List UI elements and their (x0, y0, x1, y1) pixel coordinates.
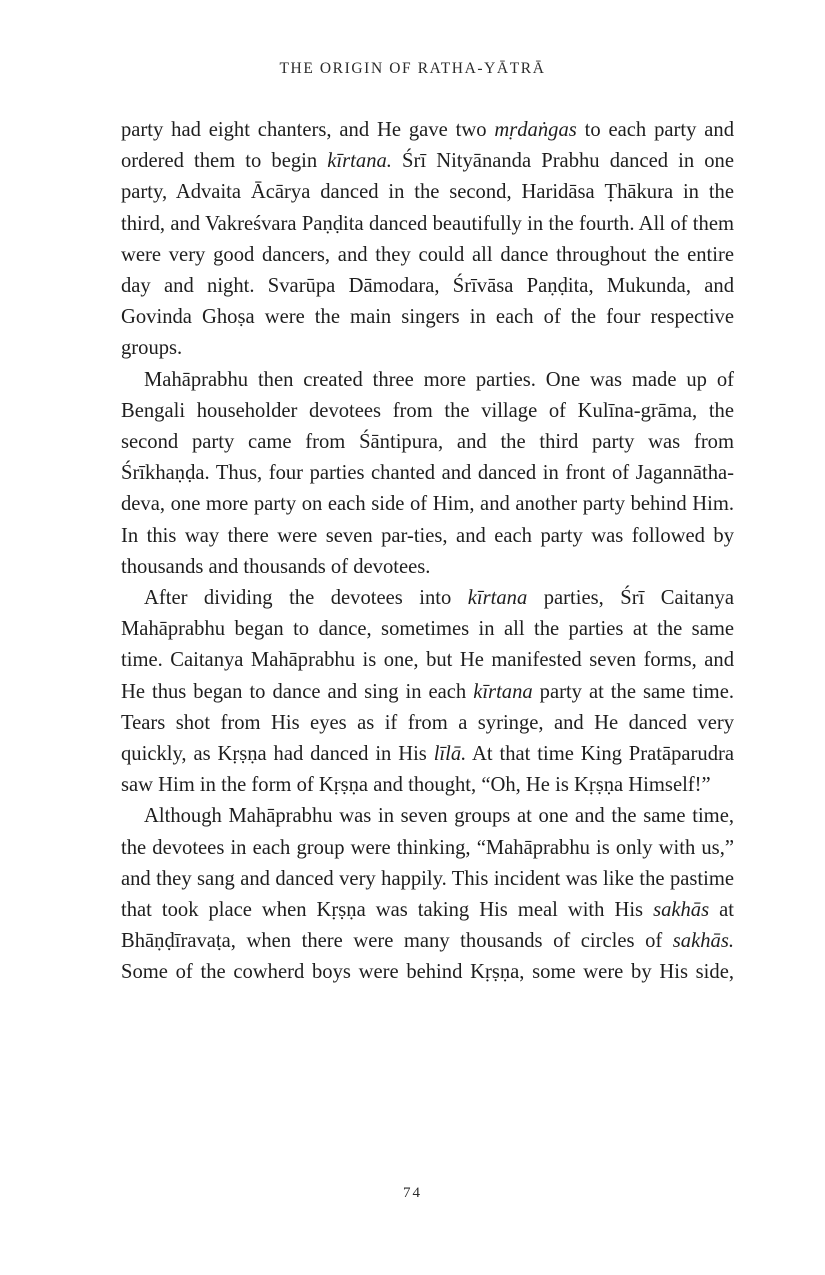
italic-term: kīrtana. (327, 150, 392, 173)
body-text (121, 115, 734, 989)
text-run: party at the same time. Tears shot from His eyes as if from a syringe, and He danced very quickly, as Kṛṣṇa had danced in His (121, 680, 734, 766)
text-run: Although Mahāprabhu was in seven groups at one and the same time, the devotees in each group were thinking, “Mahāprabhu is only with us,” and they sang and danced very happily. This incident was like the pastime that took place when Kṛṣṇa was taking His meal with His (121, 805, 734, 922)
text-run: Some of the cowherd boys were behind Kṛṣṇa, some were by His side, (121, 961, 734, 984)
italic-term: līlā. (433, 743, 467, 766)
text-run: at Bhāṇḍīravaṭa, when there were many thousands of circles of (121, 899, 734, 953)
italic-term: kīrtana (473, 680, 533, 703)
text-run: to each party and ordered them to begin (121, 119, 734, 173)
italic-term: mṛdaṅgas (494, 119, 577, 141)
paragraph-1 (121, 115, 734, 365)
running-head: THE ORIGIN OF RATHA-YĀTRĀ (279, 60, 546, 77)
text-run: After dividing the devotees into (144, 587, 468, 610)
text-run: Mahāprabhu then created three more parties. One was made up of Bengali householder devotees from the village of Kulīna-grāma, the second party came from Śāntipura, and the third party was from Śrīkhaṇḍa. Thus, four parties chanted and danced in front of Jagannātha-deva, one more party on each side of Him, and another party behind Him. In this way there were seven par-ties, and each party was followed by thousands and thousands of devotees. (121, 368, 734, 578)
italic-term: sakhās. (672, 930, 734, 953)
text-run: party had eight chanters, and He gave two (121, 119, 495, 141)
text-run: Śrī Nityānanda Prabhu danced in one party, Advaita Ācārya danced in the second, Haridāsa Ṭhākura in the third, and Vakreśvara Paṇḍita danced beautifully in the fourth. All of them were very good dancers, and they could all dance throughout the entire day and night. Svarūpa Dāmodara, Śrīvāsa Paṇḍita, Mukunda, and Govinda Ghoṣa were the main singers in each of the four respective groups. (121, 150, 734, 360)
page-number: 74 (403, 1185, 422, 1201)
text-run: parties, Śrī Caitanya Mahāprabhu began to dance, sometimes in all the parties at the same time. Caitanya Mahāprabhu is one, but He manifested seven forms, and He thus began to dance and sing in each (121, 587, 734, 703)
italic-term: kīrtana (467, 587, 528, 610)
paragraph-3 (121, 583, 734, 801)
paragraph-4 (121, 801, 734, 988)
italic-term: sakhās (653, 899, 710, 922)
paragraph-2 (121, 365, 734, 583)
text-run: At that time King Pratāparudra saw Him in the form of Kṛṣṇa and thought, “Oh, He is Kṛṣṇa Himself!” (121, 743, 734, 797)
